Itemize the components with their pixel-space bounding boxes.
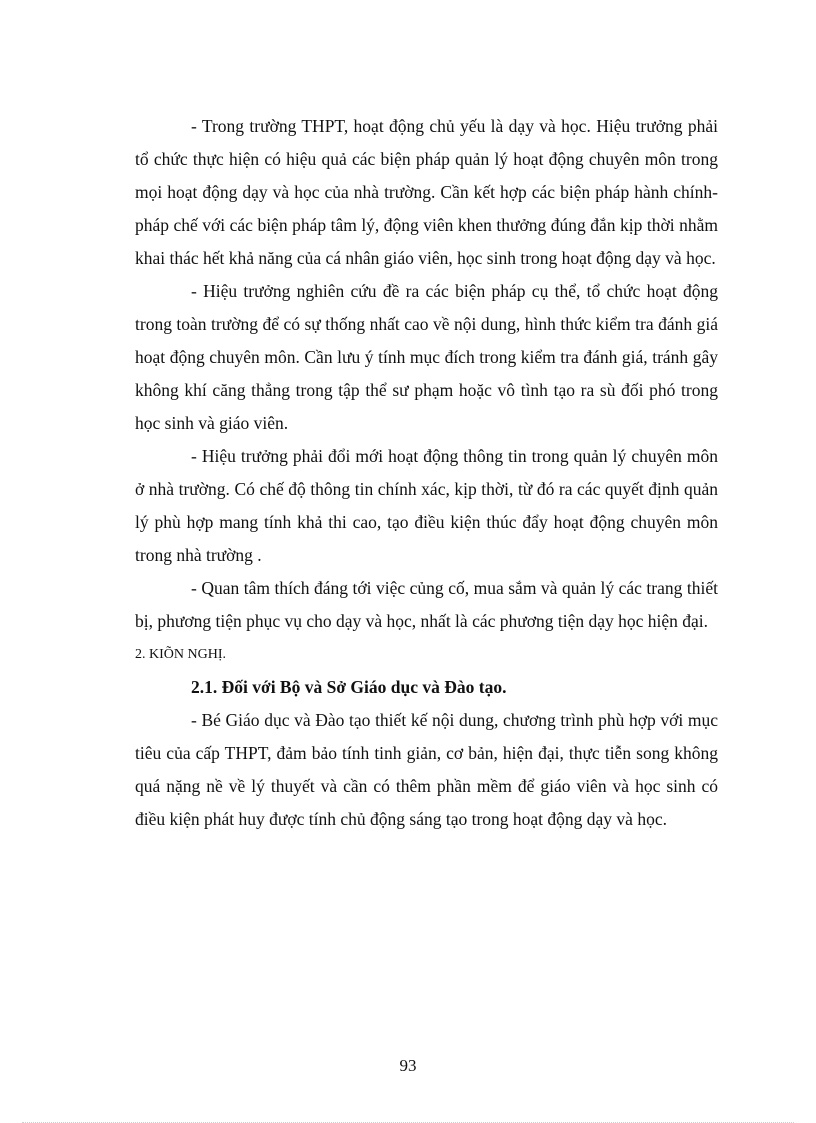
page-number: 93 [399,1056,417,1075]
section-heading-recommendations: 2. KIÕN NGHỊ. [135,647,226,662]
paragraph-assessment-measures: - Hiệu trưởng nghiên cứu đề ra các biện pháp cụ thể, tổ chức hoạt động trong toàn trường để có sự thống nhất cao về nội dung, hình thức kiểm tra đánh giá hoạt động chuyên môn. Cần lưu ý tính mục đích trong kiểm tra đánh giá, tránh gây không khí căng thẳng trong tập thể sư phạm hoặc vô tình tạo ra sù đối phó trong học sinh và giáo viên. [135,281,718,433]
paragraph-equipment: - Quan tâm thích đáng tới việc củng cố, mua sắm và quản lý các trang thiết bị, phương tiện phục vụ cho dạy và học, nhất là các phương tiện dạy học hiện đại. [135,578,718,631]
paragraph-information-management: - Hiệu trưởng phải đổi mới hoạt động thông tin trong quản lý chuyên môn ở nhà trường. Có chế độ thông tin chính xác, kịp thời, từ đó ra các quyết định quản lý phù hợp mang tính khả thi cao, tạo điều kiện thúc đẩy hoạt động chuyên môn trong nhà trường . [135,446,718,565]
paragraph-teaching-activities: - Trong trường THPT, hoạt động chủ yếu là dạy và học. Hiệu trưởng phải tổ chức thực hiện có hiệu quả các biện pháp quản lý hoạt động chuyên môn trong mọi hoạt động dạy và học của nhà trường. Cần kết hợp các biện pháp hành chính- pháp chế với các biện pháp tâm lý, động viên khen thưởng đúng đắn kịp thời nhằm khai thác hết khả năng của cá nhân giáo viên, học sinh trong hoạt động dạy và học. [135,116,718,268]
sub-heading-ministry: 2.1. Đối với Bộ và Sở Giáo dục và Đào tạo. [191,677,507,697]
paragraph-ministry-curriculum: - Bé Giáo dục và Đào tạo thiết kế nội dung, chương trình phù hợp với mục tiêu của cấp THPT, đảm bảo tính tinh giản, cơ bản, hiện đại, thực tiễn song không quá nặng nề về lý thuyết và cần có thêm phần mềm để giáo viên và học sinh có điều kiện phát huy được tính chủ động sáng tạo trong hoạt động dạy và học. [135,710,718,829]
page-body [135,110,718,836]
